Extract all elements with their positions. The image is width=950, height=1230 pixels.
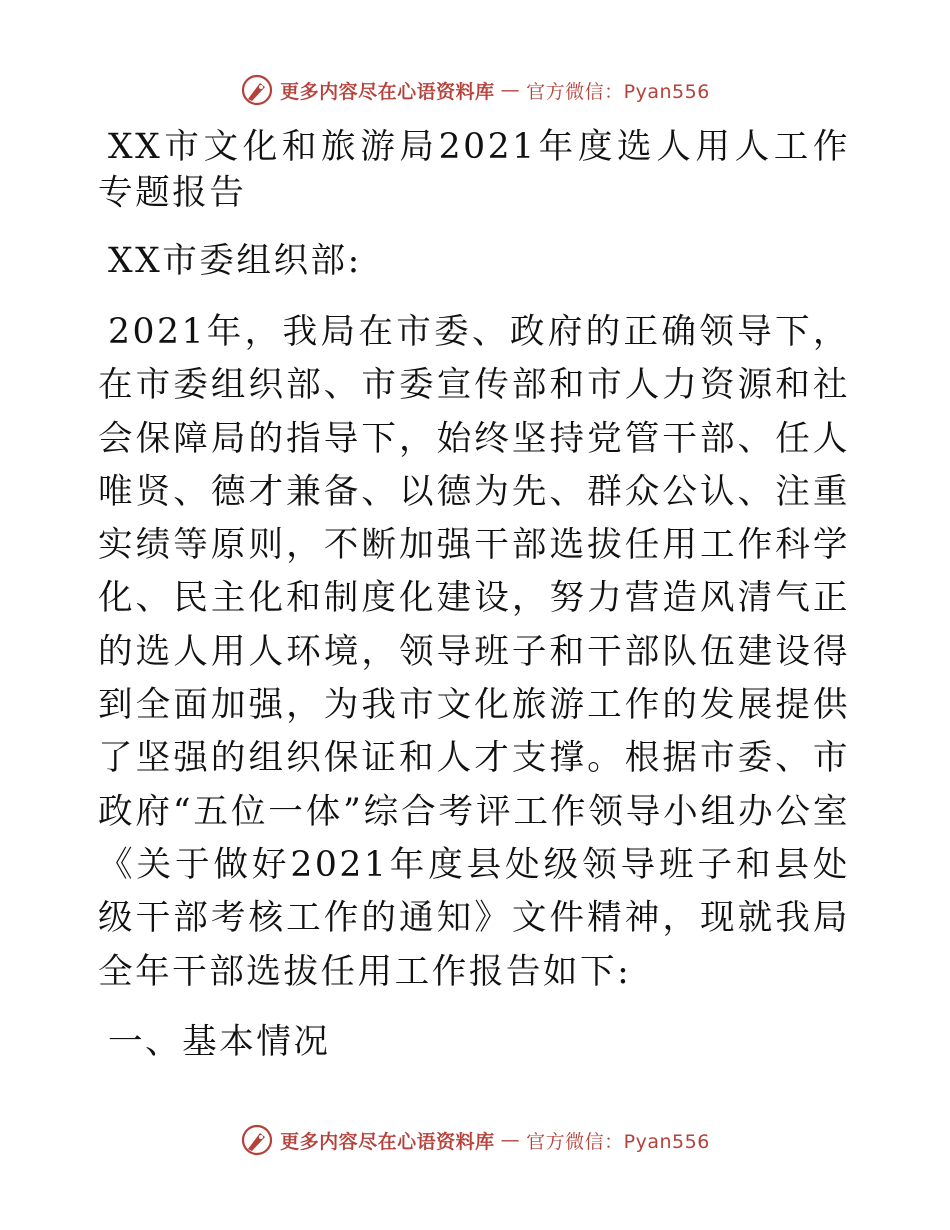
banner-dash: —: [500, 79, 521, 101]
banner-wechat: 官方微信：Pyan556: [526, 1130, 710, 1153]
banner-text: 更多内容尽在心语资料库: [280, 1130, 495, 1153]
document-title: XX市文化和旅游局2021年度选人用人工作专题报告: [98, 127, 850, 213]
document-body: [98, 124, 850, 1065]
banner-dash: —: [500, 1129, 521, 1151]
document-paragraph: 2021年，我局在市委、政府的正确领导下，在市委组织部、市委宣传部和市人力资源和社会保障局的指导下，始终坚持党管干部、任人唯贤、德才兼备、以德为先、群众公认、注重实绩等原则，不断加强干部选拔任用工作科学化、民主化和制度化建设，努力营造风清气正的选人用人环境，领导班子和干部队伍建设得到全面加强，为我市文化旅游工作的发展提供了坚强的组织保证和人才支撑。根据市委、市政府“五位一体”综合考评工作领导小组办公室《关于做好2021年度县处级领导班子和县处级干部考核工作的通知》文件精神，现就我局全年干部选拔任用工作报告如下:: [98, 312, 850, 992]
header-watermark-banner: [0, 70, 950, 110]
pen-nib-logo-icon: [240, 73, 274, 107]
banner-wechat: 官方微信：Pyan556: [526, 80, 710, 103]
section-heading: 一、基本情况: [108, 1021, 331, 1062]
document-greeting: XX市委组织部:: [108, 241, 362, 281]
pen-nib-logo-icon: [240, 1123, 274, 1157]
footer-watermark-banner: [0, 1120, 950, 1160]
banner-text: 更多内容尽在心语资料库: [280, 80, 495, 103]
